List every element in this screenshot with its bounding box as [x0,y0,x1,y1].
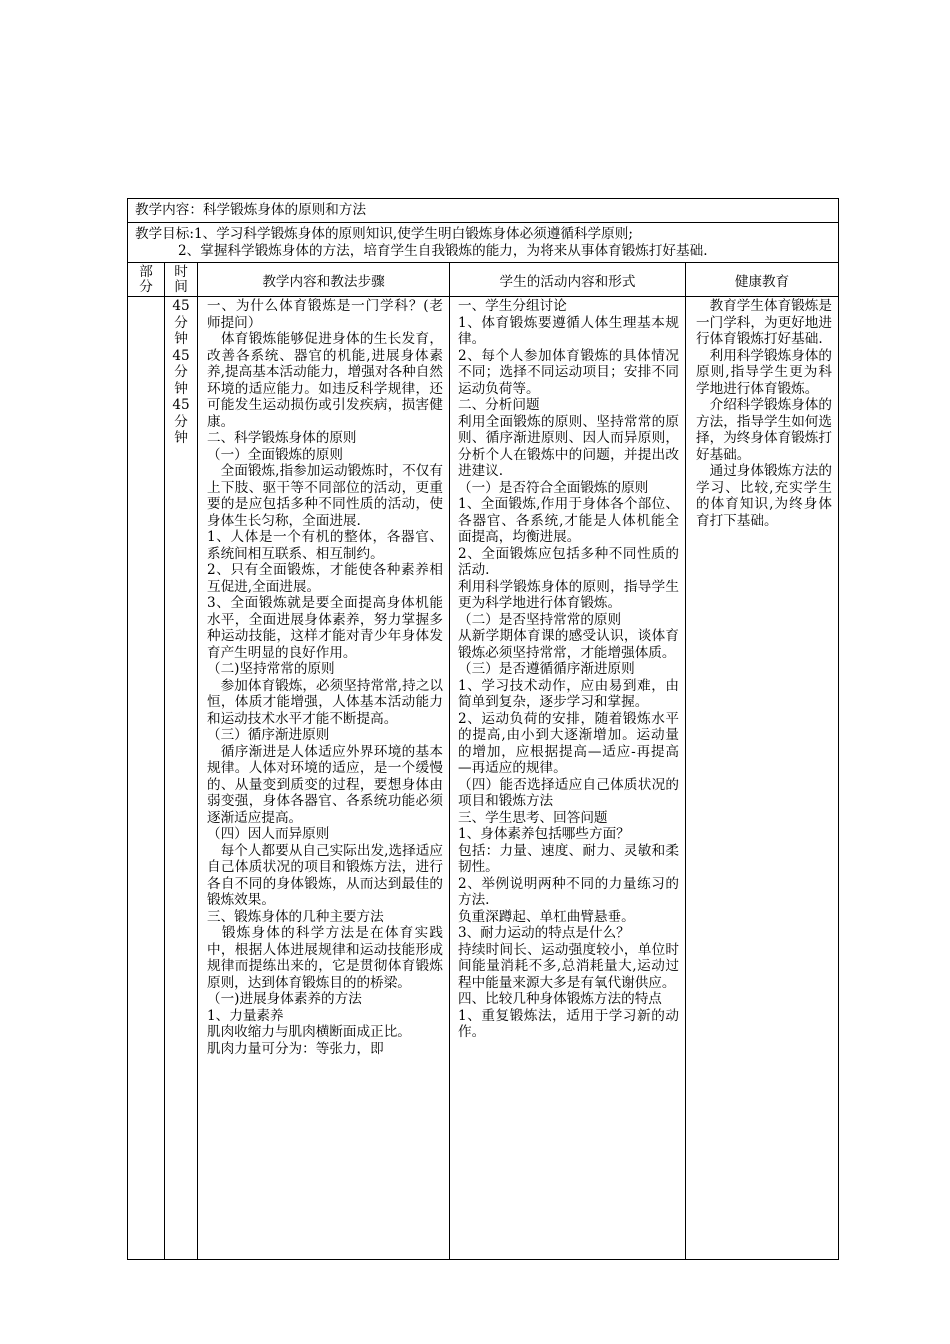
time-line: 45 [172,347,190,364]
steps-paragraph: 3、全面锻炼就是要全面提高身体机能水平，全面进展身体素养，努力掌握多种运动技能，这样才能对青少年身体发育产生明显的良好作用。 [207,595,443,661]
activity-paragraph: （一）是否符合全面锻炼的原则 [458,479,649,496]
steps-paragraph: 1、力量素养 [207,1007,284,1024]
time-line: 45 [172,298,190,314]
steps-cell [198,297,449,1259]
steps-paragraph: （二)坚持常常的原则 [207,661,335,677]
steps-paragraph: 全面锻炼,指参加运动锻炼时，不仅有上下肢、驱干等不同部位的活动，更重要的是应包括多种不同性质的活动，使身体生长匀称，全面进展. [207,463,443,529]
activity-paragraph: 利用科学锻炼身体的原则，指导学生更为科学地进行体育锻炼。 [458,578,679,611]
activity-paragraph: （三）是否遵循循序渐进原则 [458,661,635,677]
teaching-goal-row [128,223,838,263]
steps-paragraph: （四）因人而异原则 [207,826,330,842]
activity-paragraph: 1、学习技术动作，应由易到难，由简单到复杂，逐步学习和掌握。 [458,677,679,710]
health-paragraph: 通过身体锻炼方法的学习、比较,充实学生的体育知识,为终身体育打下基础。 [696,463,832,529]
teaching-content-row [128,199,838,223]
health-paragraph: 介绍科学锻炼身体的方法，指导学生如何选择，为终身体育锻炼打好基础。 [696,397,832,463]
health-paragraph: 教育学生体育锻炼是一门学科，为更好地进行体育锻炼打好基础. [696,298,832,347]
header-activities: 学生的活动内容和形式 [499,274,636,290]
teaching-content-text: 教学内容：科学锻炼身体的原则和方法 [135,202,367,218]
health-cell [686,297,838,1259]
activity-paragraph: 持续时间长、运动强度较小，单位时间能量消耗不多,总消耗量大,运动过程中能量来源大多是有氧代谢供应。 [458,941,679,991]
time-cell [165,297,197,1259]
steps-paragraph: 循序渐进是人体适应外界环境的基本规律。人体对环境的适应，是一个缓慢的、从量变到质变的过程，要想身体由弱变强，身体各器官、各系统功能必须逐渐适应提高。 [207,743,443,826]
time-line: 分 [174,364,188,380]
activities-cell [450,297,685,1259]
steps-paragraph: 肌肉收缩力与肌肉横断面成正比。 [207,1024,411,1040]
steps-paragraph: （一)进展身体素养的方法 [207,991,362,1007]
steps-paragraph: （一）全面锻炼的原则 [207,446,343,463]
time-line: 分 [174,413,188,430]
activity-paragraph: 1、全面锻炼,作用于身体各个部位、各器官、各系统,才能是人体机能全面提高，均衡进展。 [458,496,679,545]
teaching-goal-line-2: 2、掌握科学锻炼身体的方法，培育学生自我锻炼的能力，为将来从事体育锻炼打好基础. [178,243,708,259]
teaching-goal-line-1: 教学目标:1、学习科学锻炼身体的原则知识,使学生明白锻炼身体必须遵循科学原则; [135,226,633,242]
header-time: 时间 [174,264,188,295]
steps-paragraph: 肌肉力量可分为：等张力，即 [207,1040,384,1057]
steps-paragraph: 每个人都要从自己实际出发,选择适应自己体质状况的项目和锻炼方法，进行各自不同的身体锻炼，从而达到最佳的锻炼效果。 [207,842,443,908]
health-paragraph: 利用科学锻炼身体的原则,指导学生更为科学地进行体育锻炼。 [696,347,832,397]
activity-paragraph: 1、重复锻炼法，适用于学习新的动作。 [458,1007,679,1040]
time-line: 钟 [174,331,188,347]
time-line: 钟 [174,380,188,397]
steps-paragraph: 参加体育锻炼，必须坚持常常,持之以恒，体质才能增强，人体基本活动能力和运动技术水平才能不断提高。 [207,677,443,727]
activity-paragraph: 3、耐力运动的特点是什么？ [458,925,630,941]
time-line: 分 [174,314,188,331]
steps-paragraph: 体育锻炼能够促进身体的生长发育，改善各系统、器官的机能,进展身体素养,提高基本活动能力，增强对各种自然环境的适应能力。如违反科学规律，还可能发生运动损伤或引发疾病，损害健康。 [207,331,443,430]
activity-paragraph: 1、身体素养包括哪些方面？ [458,826,630,842]
header-steps: 教学内容和教法步骤 [262,274,385,290]
steps-paragraph: 一、为什么体育锻炼是一门学科？(老师提问） [207,298,443,331]
steps-paragraph: 二、科学锻炼身体的原则 [207,430,357,446]
activity-paragraph: 一、学生分组讨论 [458,298,567,314]
activity-paragraph: 2、每个人参加体育锻炼的具体情况不同；选择不同运动项目；安排不同运动负荷等。 [458,347,679,397]
activity-paragraph: 四、比较几种身体锻炼方法的特点 [458,991,662,1007]
header-part: 部分 [139,264,153,295]
time-line: 钟 [174,430,188,446]
steps-paragraph: 1、人体是一个有机的整体，各器官、系统间相互联系、相互制约。 [207,529,443,562]
activity-paragraph: 三、学生思考、回答问题 [458,809,608,826]
activity-paragraph: 从新学期体育课的感受认识，谈体育锻炼必须坚持常常，才能增强体质。 [458,628,679,661]
time-line: 45 [172,397,190,413]
activity-paragraph: 利用全面锻炼的原则、坚持常常的原则、循序渐进原则、因人而异原则，分析个人在锻炼中的问题，并提出改进建议. [458,413,679,479]
activity-paragraph: （二）是否坚持常常的原则 [458,611,622,628]
activity-paragraph: （四）能否选择适应自己体质状况的项目和锻炼方法 [458,776,679,809]
header-health: 健康教育 [734,274,790,290]
steps-paragraph: （三）循序渐进原则 [207,727,330,743]
activity-paragraph: 2、运动负荷的安排，随着锻炼水平的提高,由小到大逐渐增加。运动量的增加，应根据提高—适应-再提高—再适应的规律。 [458,710,679,776]
activity-paragraph: 2、举例说明两种不同的力量练习的方法. [458,875,679,908]
activity-paragraph: 二、分析问题 [458,397,540,413]
steps-paragraph: 三、锻炼身体的几种主要方法 [207,908,384,925]
lesson-plan-table [127,198,839,1260]
steps-paragraph: 2、只有全面锻炼，才能使各种素养相互促进,全面进展。 [207,562,443,595]
activity-paragraph: 负重深蹲起、单杠曲臂悬垂。 [458,908,635,925]
activity-paragraph: 1、体育锻炼要遵循人体生理基本规律。 [458,314,679,347]
steps-paragraph: 锻炼身体的科学方法是在体育实践中，根据人体进展规律和运动技能形成规律而提练出来的，它是贯彻体育锻炼原则，达到体育锻炼目的的桥梁。 [207,925,443,991]
activity-paragraph: 2、全面锻炼应包括多种不同性质的活动. [458,545,679,578]
activity-paragraph: 包括：力量、速度、耐力、灵敏和柔韧性。 [458,842,679,875]
part-cell [128,297,164,1259]
